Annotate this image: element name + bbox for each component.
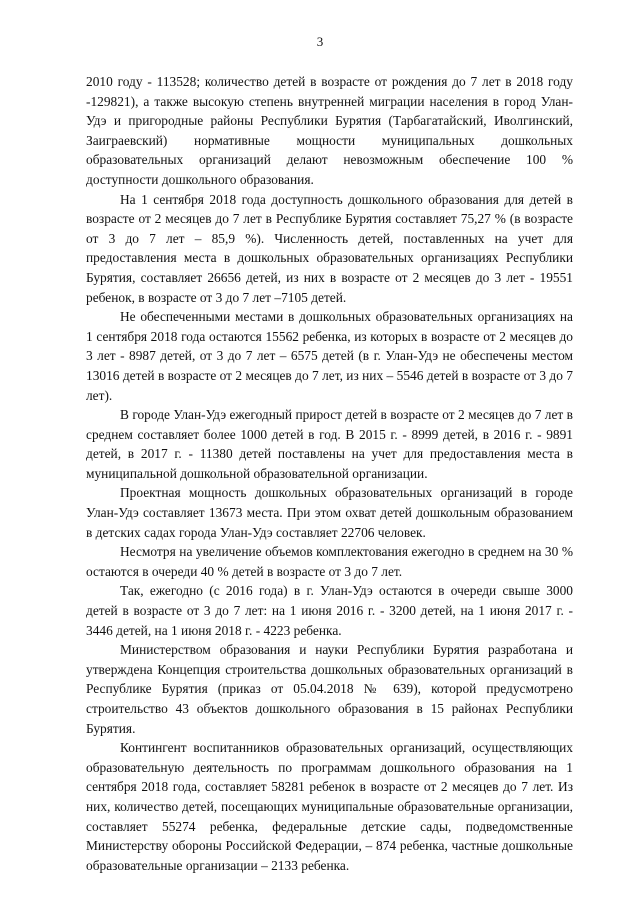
paragraph-queue-share: Несмотря на увеличение объемов комплектования ежегодно в среднем на 30 % остаются в очереди 40 % детей в возрасте от 3 до 7 лет. bbox=[86, 544, 573, 579]
page-number: 3 bbox=[316, 34, 324, 49]
paragraph-unprovided-places: Не обеспеченными местами в дошкольных образовательных организациях на 1 сентября 2018 года остаются 15562 ребенка, из которых в возрасте от 2 месяцев до 3 лет - 8987 детей, от 3 до 7 лет – 6575 детей (в г. Улан-Удэ не обеспечены местом 13016 детей в возрасте от 2 месяцев до 7 лет, из них – 5546 детей в возрасте от 3 до 7 лет). bbox=[86, 309, 573, 403]
paragraph-availability: На 1 сентября 2018 года доступность дошкольного образования для детей в возрасте от 2 месяцев до 7 лет в Республике Бурятия составляет 75,27 % (в возрасте от 3 до 7 лет – 85,9 %). Численность детей, поставленных на учет для предоставления места в дошкольных образовательных организациях Республики Бурятия, составляет 26656 детей, из них в возрасте от 2 месяцев до 3 лет - 19551 ребенок, в возрасте от 3 до 7 лет –7105 детей. bbox=[86, 191, 573, 305]
document-body bbox=[86, 72, 573, 875]
paragraph-concept: Министерством образования и науки Республики Бурятия разработана и утверждена Концепция строительства дошкольных образовательных организаций в Республике Бурятия (приказ от 05.04.2018 № 639), которой предусмотрено строительство 43 объектов дошкольного образования в 15 районах Республики Бурятия. bbox=[86, 642, 573, 736]
paragraph-queue-yearly: Так, ежегодно (с 2016 года) в г. Улан-Удэ остаются в очереди свыше 3000 детей в возрасте от 3 до 7 лет: на 1 июня 2016 г. - 3200 детей, на 1 июня 2017 г. - 3446 детей, на 1 июня 2018 г. - 4223 ребенка. bbox=[86, 583, 573, 638]
paragraph-contingent: Контингент воспитанников образовательных организаций, осуществляющих образовательную деятельность по программам дошкольного образования на 1 сентября 2018 года, составляет 58281 ребенок в возрасте от 2 месяцев до 7 лет. Из них, количество детей, посещающих муниципальные образовательные организации, составляет 55274 ребенка, федеральные детские сады, подведомственные Министерству обороны Российской Федерации, – 874 ребенка, частные дошкольные образовательные организации – 2133 ребенка. bbox=[86, 740, 573, 873]
paragraph-design-capacity: Проектная мощность дошкольных образовательных организаций в городе Улан-Удэ составляет 13673 места. При этом охват детей дошкольным образованием в детских садах города Улан-Удэ составляет 22706 человек. bbox=[86, 485, 573, 540]
paragraph-annual-growth: В городе Улан-Удэ ежегодный прирост детей в возрасте от 2 месяцев до 7 лет в среднем составляет более 1000 детей в год. В 2015 г. - 8999 детей, в 2016 г. - 9891 детей, в 2017 г. - 11380 детей поставлены на учет для предоставления места в муниципальной дошкольной образовательной организации. bbox=[86, 407, 573, 481]
paragraph-continuation: 2010 году - 113528; количество детей в возрасте от рождения до 7 лет в 2018 году -129821), а также высокую степень внутренней миграции населения в город Улан-Удэ и пригородные районы Республики Бурятия (Тарбагатайский, Иволгинский, Заиграевский) нормативные мощности муниципальных дошкольных образовательных организаций делают невозможным обеспечение 100 % доступности дошкольного образования. bbox=[86, 74, 573, 187]
